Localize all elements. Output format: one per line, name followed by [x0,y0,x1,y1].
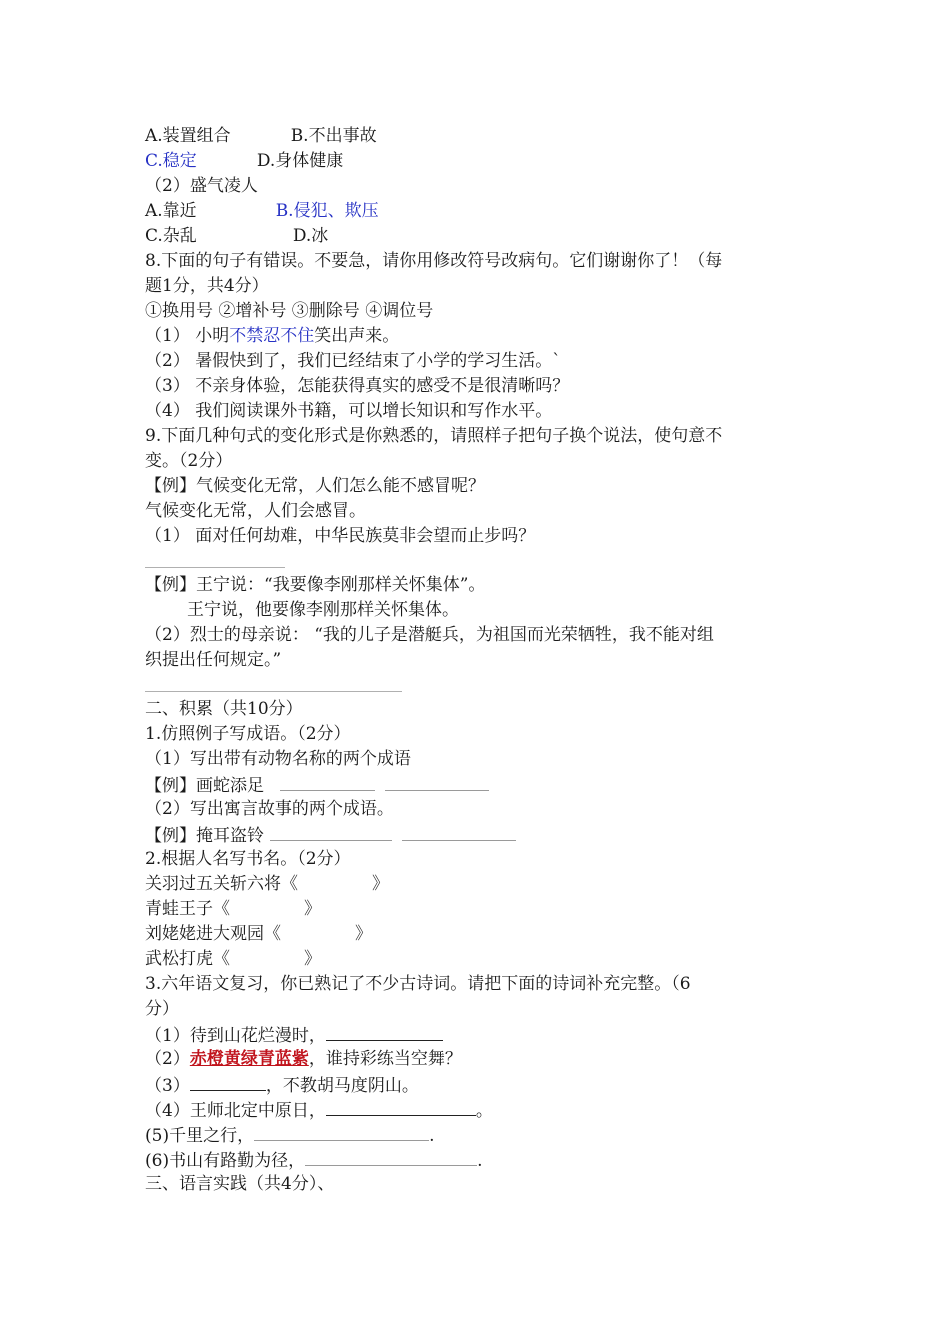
question-2: 2.根据人名写书名。（2分） [145,849,351,869]
answer-blank[interactable] [280,772,375,791]
section-heading: 二、积累（共10分） [145,699,303,719]
sentence-3: （3） 不亲身体验，怎能获得真实的感受不是很清晰吗？ [145,376,570,396]
book-prompt: 武松打虎《 [145,949,230,969]
poem-text: ，不教胡马度阴山。 [265,1076,419,1096]
option-b-answer: B.侵犯、欺压 [275,201,379,221]
option-row [145,199,379,223]
option-row [145,224,328,248]
sentence-1 [145,324,399,348]
poem-number: （2） [145,1049,190,1069]
filled-answer: 赤橙黄绿青蓝紫 [189,1049,309,1069]
poem-end: . [429,1126,435,1146]
example-idiom: 【例】掩耳盗铃 [145,826,264,846]
option-c-answer: C.稳定 [145,151,197,171]
poem-text: （4）王师北定中原日， [145,1101,326,1121]
answer-blank[interactable] [385,772,489,791]
question-9-2: （2）烈士的母亲说： “我的儿子是潜艇兵，为祖国而光荣牺牲，我不能对组 [145,625,714,645]
sub-question: （2）写出寓言故事的两个成语。 [145,799,394,819]
answer-blank[interactable] [254,1122,429,1141]
sentence-4: （4） 我们阅读课外书籍，可以增长知识和写作水平。 [145,401,553,421]
example-1: 【例】气候变化无常，人们怎么能不感冒呢？ [145,476,485,496]
sub-question: （2）盛气凌人 [145,176,258,196]
answer-blank[interactable] [305,1147,477,1166]
poem-line [145,1047,462,1071]
answer-line[interactable] [145,691,402,692]
section-heading: 三、语言实践（共4分）、 [145,1174,335,1194]
correction-symbols: ①换用号 ②增补号 ③删除号 ④调位号 [145,301,434,321]
example-2: 【例】王宁说：“我要像李刚那样关怀集体”。 [145,575,486,595]
question-8: 8.下面的句子有错误。不要急，请你用修改符号改病句。它们谢谢你了！（每 [145,251,723,271]
example-1-answer: 气候变化无常，人们会感冒。 [145,501,366,521]
option-row [145,124,377,148]
book-prompt: 青蛙王子《 [145,899,230,919]
answer-blank[interactable] [326,1022,443,1041]
option-a: A.装置组合 [145,126,231,146]
book-prompt: 刘姥姥进大观园《 [145,924,281,944]
poem-text: ，谁持彩练当空舞？ [308,1049,462,1069]
book-row [145,922,372,946]
answer-line[interactable] [145,567,285,568]
book-close: 》 [304,949,321,969]
poem-line [145,1072,419,1098]
example-2-answer: 王宁说，他要像李刚那样关怀集体。 [187,600,459,620]
question-9-1: （1） 面对任何劫难，中华民族莫非会望而止步吗？ [145,526,536,546]
highlighted-words: 不禁忍不住 [229,326,315,346]
sentence-2: （2） 暑假快到了，我们已经结束了小学的学习生活。` [145,351,561,371]
example-row [145,822,516,848]
option-b: B.不出事故 [290,126,377,146]
question-3-cont: 分） [145,999,179,1019]
poem-end: . [477,1151,483,1171]
option-d: D.身体健康 [256,151,344,171]
question-9-2-cont: 织提出任何规定。” [145,650,282,670]
option-c: C.杂乱 [145,226,197,246]
poem-number: （3） [145,1076,190,1096]
question-9: 9.下面几种句式的变化形式是你熟悉的，请照样子把句子换个说法，使句意不 [145,426,723,446]
answer-blank[interactable] [270,822,392,841]
sentence-1-start: （1） 小明 [145,326,230,346]
book-row [145,897,321,921]
option-d: D.冰 [292,226,329,246]
question-9-cont: 变。（2分） [145,451,233,471]
book-prompt: 关羽过五关斩六将《 [145,874,298,894]
book-close: 》 [372,874,389,894]
question-3: 3.六年语文复习，你已熟记了不少古诗词。请把下面的诗词补充完整。（6 [145,974,691,994]
book-close: 》 [355,924,372,944]
answer-blank[interactable] [402,822,516,841]
question-1: 1.仿照例子写成语。（2分） [145,724,351,744]
book-close: 》 [304,899,321,919]
poem-line [145,1147,483,1173]
poem-line [145,1097,493,1123]
option-row [145,149,343,173]
question-8-cont: 题1分，共4分） [145,276,269,296]
poem-line [145,1022,443,1048]
poem-text: (6)书山有路勤为径， [145,1151,306,1171]
book-row [145,872,389,896]
sentence-1-end: 笑出声来。 [314,326,400,346]
answer-blank[interactable] [190,1072,266,1091]
answer-blank[interactable] [326,1097,476,1116]
book-row [145,947,321,971]
example-row [145,772,489,798]
poem-line [145,1122,435,1148]
sub-question: （1）写出带有动物名称的两个成语 [145,749,411,769]
poem-end: 。 [475,1101,493,1121]
example-idiom: 【例】画蛇添足 [145,776,264,796]
option-a: A.靠近 [145,201,197,221]
poem-text: (5)千里之行， [145,1126,255,1146]
poem-text: （1）待到山花烂漫时， [145,1026,326,1046]
